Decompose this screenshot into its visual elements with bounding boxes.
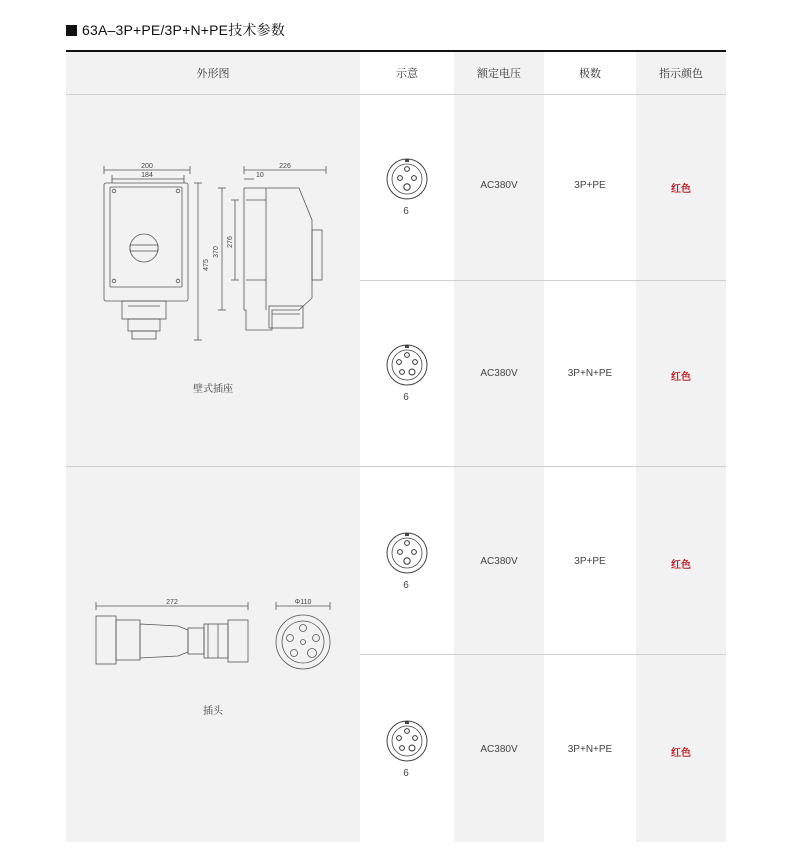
voltage-value: AC380V xyxy=(480,180,518,191)
title-square-icon xyxy=(66,25,77,36)
pin-label: 6 xyxy=(403,206,409,217)
dim-width-outer: 200 xyxy=(141,163,153,170)
dim-offset: 10 xyxy=(256,172,264,179)
dim-height: 475 xyxy=(203,259,210,271)
voltage-value: AC380V xyxy=(480,556,518,567)
pin-label: 6 xyxy=(403,392,409,403)
title-text: 63A–3P+PE/3P+N+PE技术参数 xyxy=(82,22,286,38)
poles-value: 3P+PE xyxy=(574,180,606,191)
color-value: 红色 xyxy=(671,184,691,195)
col-voltage xyxy=(454,52,544,842)
row-rule-3 xyxy=(360,654,726,655)
section-title xyxy=(66,20,285,40)
voltage-value: AC380V xyxy=(480,368,518,379)
plug-label: 插头 xyxy=(203,706,223,717)
header-poles: 极数 xyxy=(579,68,601,80)
dim-plug-length: 272 xyxy=(166,599,178,606)
col-color xyxy=(636,52,726,842)
poles-value: 3P+N+PE xyxy=(567,744,613,755)
voltage-value: AC380V xyxy=(480,744,518,755)
color-value: 红色 xyxy=(671,560,691,571)
wall-socket-label: 壁式插座 xyxy=(193,384,233,395)
header-color: 指示颜色 xyxy=(659,68,703,80)
wall-socket-drawing xyxy=(94,160,344,360)
header-rule xyxy=(66,94,726,95)
spec-table xyxy=(66,52,726,842)
dim-side-a: 370 xyxy=(213,246,220,258)
header-voltage: 额定电压 xyxy=(477,68,521,80)
plug-drawing xyxy=(88,596,358,676)
dim-width-inner: 184 xyxy=(141,172,153,179)
header-shape: 外形图 xyxy=(196,68,230,80)
group-rule xyxy=(66,466,726,467)
dim-plug-diameter: Φ110 xyxy=(294,599,312,606)
dim-depth: 226 xyxy=(279,163,291,170)
color-value: 红色 xyxy=(671,372,691,383)
pin-label: 6 xyxy=(403,580,409,591)
row-rule-1 xyxy=(360,280,726,281)
poles-value: 3P+PE xyxy=(574,556,606,567)
color-value: 红色 xyxy=(671,748,691,759)
col-poles xyxy=(544,52,636,842)
pin-label: 6 xyxy=(403,768,409,779)
dim-side-b: 276 xyxy=(227,236,234,248)
header-diagram: 示意 xyxy=(396,68,418,80)
poles-value: 3P+N+PE xyxy=(567,368,613,379)
